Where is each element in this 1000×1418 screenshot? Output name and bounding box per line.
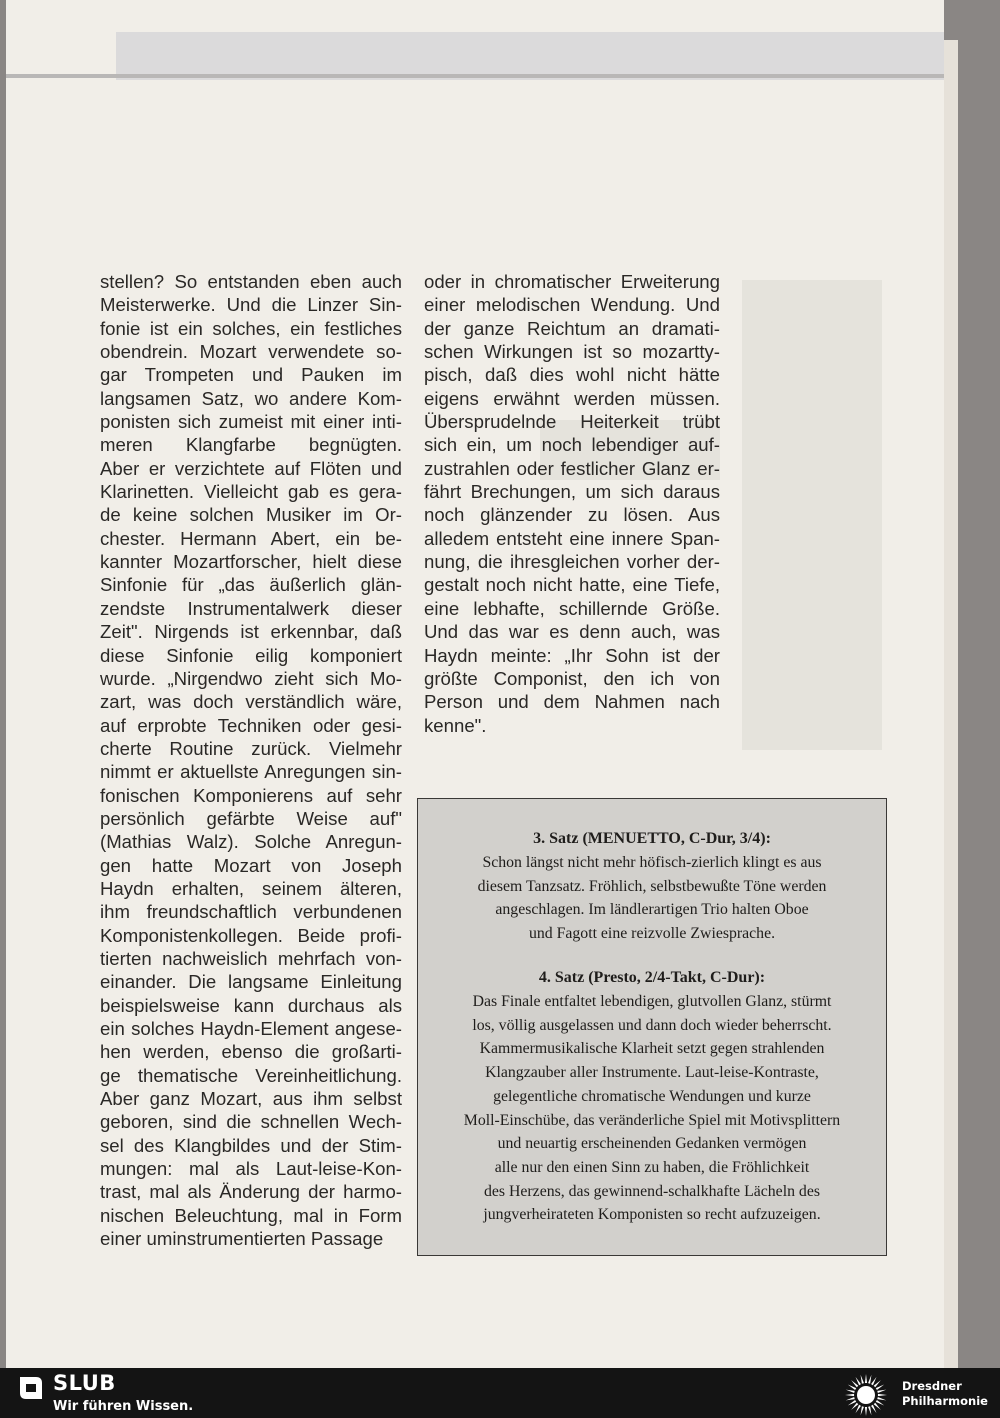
slub-logo-icon: [18, 1375, 44, 1401]
dresdner-philharmonie-logo-icon: [843, 1372, 889, 1418]
text-line: zart, was doch verständlich wäre,: [100, 691, 402, 713]
text-line: gar Trompeten und Pauken im: [100, 364, 402, 386]
movement-3-section: [418, 827, 886, 946]
text-line: hen werden, ebenso die großarti-: [100, 1041, 402, 1063]
box-text-line: los, völlig ausgelassen und dann doch wieder beherrscht.: [472, 1016, 832, 1034]
show-through-header-rule: [6, 74, 944, 78]
text-line: pisch, daß dies wohl nicht hätte: [424, 364, 720, 386]
text-line: alledem entsteht eine innere Span-: [424, 527, 720, 549]
text-line: Haydn meinte: „Ihr Sohn ist der: [424, 644, 720, 666]
movement-info-box: [417, 798, 887, 1256]
text-line: kannter Mozartforscher, hielt diese: [100, 551, 402, 573]
text-line: zendste Instrumentalwerk dieser: [100, 597, 402, 619]
text-line: Aber ganz Mozart, aus ihm selbst: [100, 1088, 402, 1110]
box-text-line: Das Finale entfaltet lebendigen, glutvollen Glanz, stürmt: [472, 993, 832, 1010]
text-line: fonischen Komponierens auf sehr: [100, 784, 402, 806]
text-line: der ganze Reichtum an dramati-: [424, 317, 720, 339]
text-line: Aber er verzichtete auf Flöten und: [100, 457, 402, 479]
text-line: meren Klangfarbe begnügten.: [100, 434, 402, 456]
text-line: Und das war es denn auch, was: [424, 621, 720, 643]
text-line: persönlich gefärbte Weise auf": [100, 807, 402, 829]
box-text-line: gelegentliche chromatische Wendungen und kurze: [493, 1087, 811, 1105]
box-text-line: Kammermusikalische Klarheit setzt gegen strahlenden: [479, 1040, 825, 1058]
text-line: (Mathias Walz). Solche Anregun-: [100, 831, 402, 853]
text-line: zustrahlen oder festlicher Glanz er-: [424, 457, 720, 479]
movement-4-text: [418, 990, 886, 1227]
box-text-line: des Herzens, das gewinnend-schalkhafte Lächeln des: [484, 1182, 820, 1200]
text-line: wurde. „Nirgendwo zieht sich Mo-: [100, 667, 402, 689]
text-line: gen hatte Mozart von Joseph: [100, 854, 402, 876]
movement-4-section: [418, 966, 886, 1227]
text-line: diese Sinfonie eilig komponiert: [100, 644, 402, 666]
text-line: Klarinetten. Vielleicht gab es gera-: [100, 481, 402, 503]
text-line: einander. Die langsame Einleitung: [100, 971, 402, 993]
text-line: Komponistenkollegen. Beide profi-: [100, 924, 402, 946]
text-line: cherte Routine zurück. Vielmehr: [100, 737, 402, 759]
text-line: ihm freundschaftlich verbundenen: [100, 901, 402, 923]
text-line: chester. Hermann Abert, ein be-: [100, 527, 402, 549]
show-through-block: [742, 280, 882, 750]
text-line: sel des Klangbildes und der Stim-: [100, 1134, 402, 1156]
text-line: sich ein, um noch lebendiger auf-: [424, 434, 720, 456]
partner-name-line2: Philharmonie: [902, 1394, 988, 1408]
text-line: eigens erwähnt werden müssen.: [424, 387, 720, 409]
text-line: obendrein. Mozart verwendete so-: [100, 341, 402, 363]
text-line: auf erprobte Techniken oder gesi-: [100, 714, 402, 736]
text-line: fonie ist ein solches, ein festliches: [100, 317, 402, 339]
text-line: beispielsweise kann durchaus als: [100, 994, 402, 1016]
movement-3-heading: 3. Satz (MENUETTO, C-Dur, 3/4):: [533, 830, 771, 847]
box-text-line: alle nur den einen Sinn zu haben, die Fröhlichkeit: [494, 1158, 810, 1176]
text-line: mungen: mal als Laut-leise-Kon-: [100, 1158, 402, 1180]
text-line: Meisterwerke. Und die Linzer Sin-: [100, 294, 402, 316]
box-text-line: diesem Tanzsatz. Fröhlich, selbstbewußte Töne werden: [477, 877, 827, 895]
box-text-line: Klangzauber aller Instrumente. Laut-leise-Kontraste,: [485, 1064, 819, 1082]
movement-4-heading: 4. Satz (Presto, 2/4-Takt, C-Dur):: [538, 969, 766, 986]
text-line: nischen Beleuchtung, mal in Form: [100, 1204, 402, 1226]
text-line: schen Wirkungen ist so mozartty-: [424, 341, 720, 363]
text-line: Zeit". Nirgends ist erkennbar, daß: [100, 621, 402, 643]
text-line: fährt Brechungen, um sich daraus: [424, 481, 720, 503]
page-edge-underneath: [944, 40, 958, 1368]
text-line: noch glänzender zu lösen. Aus: [424, 504, 720, 526]
text-line: tierten nachweislich mehrfach von-: [100, 947, 402, 969]
text-line: ge thematische Vereinheitlichung.: [100, 1064, 402, 1086]
text-line: Person und dem Nahmen nach: [424, 691, 720, 713]
box-text-line: und Fagott eine reizvolle Zwiesprache.: [528, 925, 776, 943]
text-line: Sinfonie für „das äußerlich glän-: [100, 574, 402, 596]
text-line: ponisten sich zumeist mit einer inti-: [100, 411, 402, 433]
text-line: trast, mal als Änderung der harmo-: [100, 1181, 402, 1203]
text-line: kenne".: [424, 714, 487, 736]
partner-name-line1: Dresdner: [902, 1379, 962, 1393]
text-line: stellen? So entstanden eben auch: [100, 271, 402, 292]
box-text-line: jungverheirateten Komponisten so recht aufzuzeigen.: [483, 1206, 821, 1224]
movement-3-text: [418, 851, 886, 946]
show-through-header-band: [116, 32, 944, 80]
right-text-column: [424, 270, 720, 737]
box-text-line: angeschlagen. Im ländlerartigen Trio halten Oboe: [495, 901, 809, 919]
text-line: Haydn erhalten, seinem älteren,: [100, 877, 402, 899]
text-line: Übersprudelnde Heiterkeit trübt: [424, 411, 720, 433]
box-text-line: und neuartig erscheinenden Gedanken vermögen: [497, 1135, 807, 1153]
slub-name: SLUB: [53, 1371, 116, 1395]
text-line: geboren, sind die schnellen Wech-: [100, 1111, 402, 1133]
text-line: nung, die ihresgleichen vorher der-: [424, 551, 720, 573]
left-text-column: [100, 270, 402, 1250]
text-line: langsamen Satz, wo andere Kom-: [100, 387, 402, 409]
text-line: gestalt noch nicht hatte, eine Tiefe,: [424, 574, 720, 596]
text-line: de keine solchen Musiker im Or-: [100, 504, 402, 526]
slub-tagline: Wir führen Wissen.: [53, 1399, 194, 1414]
text-line: einer uminstrumentierten Passage: [100, 1228, 384, 1250]
text-line: oder in chromatischer Erweiterung: [424, 271, 720, 292]
box-text-line: Schon längst nicht mehr höfisch-zierlich klingt es aus: [482, 854, 822, 871]
text-line: größte Componist, den ich von: [424, 667, 720, 689]
text-line: nimmt er aktuellste Anregungen sin-: [100, 761, 402, 783]
box-text-line: Moll-Einschübe, das veränderliche Spiel mit Motivsplittern: [463, 1111, 841, 1129]
text-line: ein solches Haydn-Element angese-: [100, 1018, 402, 1039]
text-line: eine lebhafte, schillernde Größe.: [424, 597, 720, 619]
text-line: einer melodischen Wendung. Und: [424, 294, 720, 316]
